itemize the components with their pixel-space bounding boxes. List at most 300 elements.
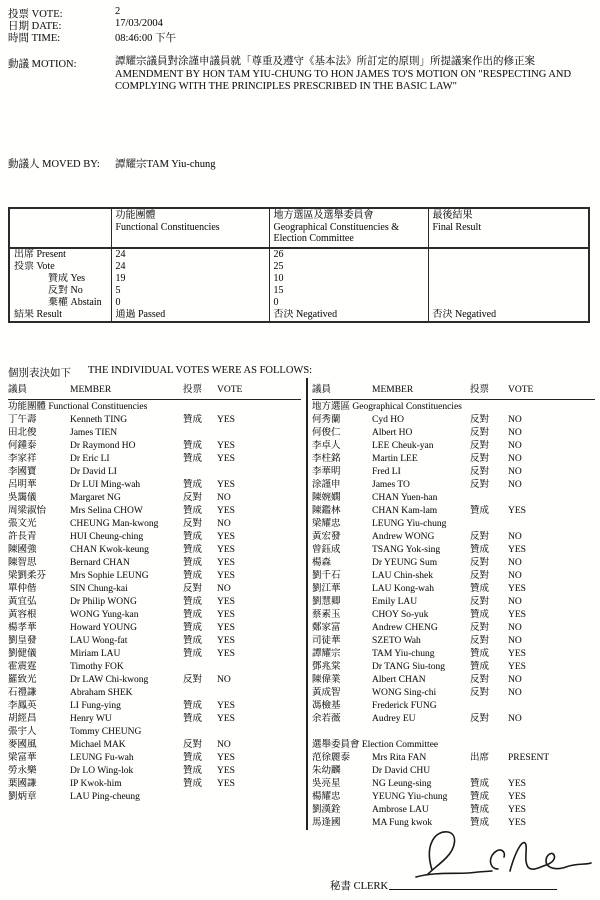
member-name-zh: 楊森	[312, 558, 332, 568]
member-vote-zh: 贊成	[183, 701, 203, 711]
member-row	[8, 778, 301, 791]
summary-final-value	[428, 248, 589, 261]
member-row	[8, 765, 301, 778]
member-name-zh: 劉炳章	[8, 792, 37, 802]
summary-row-label: 棄權 Abstain	[9, 297, 111, 309]
member-name-zh: 陳智思	[8, 558, 37, 568]
member-name-zh: 劉健儀	[8, 649, 37, 659]
member-name-zh: 羅致光	[8, 675, 37, 685]
member-vote-en: NO	[217, 493, 231, 503]
motion-text-en: AMENDMENT BY HON TAM YIU-CHUNG TO HON JAMES TO'S MOTION ON "RESPECTING AND COMPLYING WITH THE PRINCIPLES PRESCRIBED IN THE BASIC LAW"	[115, 68, 572, 92]
section-header	[312, 739, 595, 752]
member-vote-zh: 反對	[470, 467, 490, 477]
summary-row	[9, 248, 589, 261]
member-vote-en: YES	[217, 636, 235, 646]
summary-row-label: 贊成 Yes	[9, 273, 111, 285]
member-en-header: MEMBER	[70, 385, 112, 395]
member-name-en: Cyd HO	[372, 415, 404, 425]
member-name-zh: 劉漢銓	[312, 805, 341, 815]
member-vote-zh: 贊成	[470, 649, 490, 659]
member-vote-zh: 反對	[470, 636, 490, 646]
member-vote-zh: 反對	[470, 675, 490, 685]
member-vote-en	[508, 765, 595, 778]
member-name-en: Mrs Selina CHOW	[70, 506, 143, 516]
member-vote-en	[217, 661, 301, 674]
member-row	[312, 466, 595, 479]
member-vote-en: NO	[508, 467, 522, 477]
member-vote-en: YES	[217, 532, 235, 542]
member-name-zh: 李華明	[312, 467, 341, 477]
member-name-zh: 司徒華	[312, 636, 341, 646]
vote-label: 投票 VOTE:	[8, 9, 63, 20]
motion-text	[115, 56, 583, 94]
member-vote-en: NO	[508, 597, 522, 607]
member-name-zh: 朱幼麟	[312, 766, 341, 776]
member-row	[312, 648, 595, 661]
member-name-en: HUI Cheung-ching	[70, 532, 144, 542]
member-name-zh: 李柱銘	[312, 454, 341, 464]
member-row	[8, 635, 301, 648]
section-title: 地方選區 Geographical Constituencies	[312, 402, 462, 412]
member-name-en: MA Fung kwok	[372, 818, 433, 828]
member-name-zh: 陳婉嫻	[312, 493, 341, 503]
member-name-zh: 麥國風	[8, 740, 37, 750]
member-vote-en: YES	[217, 480, 235, 490]
member-row	[312, 453, 595, 466]
member-vote-zh: 反對	[470, 415, 490, 425]
member-name-zh: 黃宜弘	[8, 597, 37, 607]
member-row	[8, 557, 301, 570]
member-name-zh: 劉皇發	[8, 636, 37, 646]
member-row	[312, 544, 595, 557]
member-name-en: Dr LO Wing-lok	[70, 766, 134, 776]
member-en-header: MEMBER	[372, 385, 414, 395]
member-vote-zh	[470, 518, 508, 531]
member-vote-zh: 反對	[470, 714, 490, 724]
member-name-en: LEUNG Yiu-chung	[372, 519, 447, 529]
summary-final-value	[428, 261, 589, 273]
time-value: 08:46:00 下午	[115, 33, 176, 44]
member-vote-en: YES	[217, 597, 235, 607]
member-vote-zh	[470, 700, 508, 713]
member-vote-zh: 贊成	[470, 584, 490, 594]
summary-functional-value: 0	[111, 297, 269, 309]
votes-rows-right	[312, 401, 595, 830]
vote-zh-header: 投票	[470, 385, 490, 395]
section-spacer	[312, 726, 595, 739]
member-name-en: YEUNG Yiu-chung	[372, 792, 448, 802]
member-row	[8, 752, 301, 765]
summary-geographical-value: 0	[269, 297, 428, 309]
member-row	[8, 518, 301, 531]
moved-by-label: 動議人 MOVED BY:	[8, 159, 100, 170]
member-vote-en: NO	[508, 675, 522, 685]
member-name-zh: 馮檢基	[312, 701, 341, 711]
member-row	[312, 414, 595, 427]
summary-col-geographical-en: Geographical Constituencies & Election Committee	[273, 221, 400, 244]
member-name-en: Dr TANG Siu-tong	[372, 662, 445, 672]
member-row	[312, 427, 595, 440]
member-vote-en: NO	[508, 571, 522, 581]
date-label: 日期 DATE:	[8, 21, 62, 32]
member-row	[8, 622, 301, 635]
member-vote-en: NO	[217, 519, 231, 529]
member-vote-zh	[183, 661, 217, 674]
member-name-en: TSANG Yok-sing	[372, 545, 441, 555]
member-vote-en: YES	[217, 454, 235, 464]
member-vote-en: NO	[217, 675, 231, 685]
member-vote-en: NO	[508, 441, 522, 451]
member-row	[312, 804, 595, 817]
member-name-zh: 許長青	[8, 532, 37, 542]
votes-header-left	[8, 384, 301, 400]
member-name-zh: 范徐麗泰	[312, 753, 351, 763]
member-name-zh: 黃宏發	[312, 532, 341, 542]
member-vote-en	[217, 791, 301, 804]
member-name-zh: 劉千石	[312, 571, 341, 581]
member-vote-zh: 贊成	[183, 766, 203, 776]
member-row	[312, 440, 595, 453]
member-name-en: Dr LUI Ming-wah	[70, 480, 141, 490]
member-name-en: Dr YEUNG Sum	[372, 558, 438, 568]
member-name-zh: 李家祥	[8, 454, 37, 464]
member-name-en: TAM Yiu-chung	[372, 649, 435, 659]
member-vote-zh: 反對	[470, 558, 490, 568]
summary-col-final-zh: 最後結果	[432, 210, 473, 221]
member-name-en: Andrew CHENG	[372, 623, 438, 633]
member-name-en: Audrey EU	[372, 714, 416, 724]
votes-rows-left	[8, 401, 301, 804]
member-vote-zh: 贊成	[183, 623, 203, 633]
member-zh-header: 議員	[312, 385, 332, 395]
member-name-zh: 涂謹申	[312, 480, 341, 490]
member-name-zh: 李國寶	[8, 467, 37, 477]
member-name-zh: 曾鈺成	[312, 545, 341, 555]
member-vote-zh: 反對	[470, 623, 490, 633]
member-row	[312, 674, 595, 687]
section-header	[312, 401, 595, 414]
member-name-zh: 吳亮星	[312, 779, 341, 789]
summary-geographical-value: 26	[269, 248, 428, 261]
member-vote-en: YES	[508, 818, 526, 828]
summary-functional-value: 24	[111, 248, 269, 261]
member-name-en: Dr Raymond HO	[70, 441, 136, 451]
summary-row-label: 出席 Present	[9, 248, 111, 261]
summary-geographical-value: 10	[269, 273, 428, 285]
summary-col-geographical-zh: 地方選區及選舉委員會	[273, 210, 374, 221]
member-vote-en: YES	[217, 506, 235, 516]
member-vote-en: YES	[508, 506, 526, 516]
member-name-en: Henry WU	[70, 714, 112, 724]
member-vote-en: YES	[217, 779, 235, 789]
member-name-zh: 吳靄儀	[8, 493, 37, 503]
member-row	[8, 427, 301, 440]
member-vote-zh: 贊成	[183, 415, 203, 425]
member-row	[8, 661, 301, 674]
member-vote-en: NO	[217, 584, 231, 594]
member-vote-en: NO	[217, 740, 231, 750]
date-value: 17/03/2004	[115, 18, 163, 29]
member-row	[8, 440, 301, 453]
member-row	[312, 570, 595, 583]
vote-value: 2	[115, 6, 121, 17]
member-vote-zh: 反對	[470, 428, 490, 438]
summary-header-row	[9, 208, 589, 248]
member-name-zh: 周梁淑怡	[8, 506, 47, 516]
clerk-signature	[398, 824, 593, 888]
member-vote-zh: 反對	[470, 532, 490, 542]
summary-row-label: 投票 Vote	[9, 261, 111, 273]
member-vote-zh	[183, 726, 217, 739]
votes-header-right	[312, 384, 595, 400]
member-name-en: Fred LI	[372, 467, 401, 477]
member-name-en: Miriam LAU	[70, 649, 121, 659]
member-vote-zh: 贊成	[183, 545, 203, 555]
member-row	[8, 739, 301, 752]
member-vote-zh: 贊成	[183, 610, 203, 620]
member-name-zh: 梁富華	[8, 753, 37, 763]
member-vote-en: NO	[508, 558, 522, 568]
member-name-en: James TIEN	[70, 428, 118, 438]
member-name-en: Dr David CHU	[372, 766, 431, 776]
member-vote-zh: 贊成	[183, 636, 203, 646]
summary-geographical-value: 否決 Negatived	[269, 309, 428, 322]
member-name-en: Albert CHAN	[372, 675, 426, 685]
member-name-en: CHAN Kwok-keung	[70, 545, 149, 555]
member-name-en: SIN Chung-kai	[70, 584, 128, 594]
summary-functional-value: 5	[111, 285, 269, 297]
individual-title-en: THE INDIVIDUAL VOTES WERE AS FOLLOWS:	[88, 365, 313, 376]
member-row	[312, 752, 595, 765]
member-vote-en: YES	[508, 805, 526, 815]
member-vote-zh: 贊成	[183, 558, 203, 568]
member-vote-zh: 贊成	[470, 792, 490, 802]
member-name-zh: 劉慧卿	[312, 597, 341, 607]
member-vote-en: NO	[508, 714, 522, 724]
member-vote-zh: 贊成	[183, 571, 203, 581]
member-name-zh: 楊耀忠	[312, 792, 341, 802]
member-row	[8, 453, 301, 466]
member-name-en: Mrs Rita FAN	[372, 753, 427, 763]
member-vote-en: NO	[508, 623, 522, 633]
member-vote-en: YES	[508, 792, 526, 802]
member-row	[312, 531, 595, 544]
member-vote-en: YES	[217, 571, 235, 581]
member-name-en: Timothy FOK	[70, 662, 124, 672]
section-title: 選舉委員會 Election Committee	[312, 740, 439, 750]
member-vote-en: YES	[217, 415, 235, 425]
member-name-zh: 梁劉柔芬	[8, 571, 47, 581]
summary-row	[9, 273, 589, 285]
member-vote-zh: 贊成	[183, 597, 203, 607]
member-vote-zh: 反對	[470, 454, 490, 464]
member-name-en: Ambrose LAU	[372, 805, 429, 815]
member-row	[312, 518, 595, 531]
member-row	[8, 700, 301, 713]
member-vote-zh: 贊成	[183, 506, 203, 516]
member-name-en: Dr Eric LI	[70, 454, 110, 464]
member-vote-zh: 贊成	[183, 753, 203, 763]
member-name-zh: 田北俊	[8, 428, 37, 438]
member-name-en: LI Fung-ying	[70, 701, 121, 711]
member-name-en: Margaret NG	[70, 493, 121, 503]
member-name-zh: 呂明華	[8, 480, 37, 490]
summary-row	[9, 261, 589, 273]
member-name-en: LAU Ping-cheung	[70, 792, 140, 802]
member-vote-en	[217, 427, 301, 440]
member-name-en: Howard YOUNG	[70, 623, 137, 633]
member-vote-en: YES	[217, 714, 235, 724]
summary-row-label: 反對 No	[9, 285, 111, 297]
member-name-en: CHOY So-yuk	[372, 610, 429, 620]
member-name-en: Tommy CHEUNG	[70, 727, 142, 737]
member-name-zh: 鄧兆棠	[312, 662, 341, 672]
summary-functional-value: 24	[111, 261, 269, 273]
summary-geographical-value: 25	[269, 261, 428, 273]
summary-row	[9, 297, 589, 309]
summary-final-value: 否決 Negatived	[428, 309, 589, 322]
member-vote-en	[508, 700, 595, 713]
motion-text-zh: 譚耀宗議員對涂謹申議員就「尊重及遵守《基本法》所訂定的原則」所提議案作出的修正案	[115, 56, 535, 67]
clerk-signature-line	[389, 889, 557, 890]
member-vote-zh: 反對	[183, 675, 203, 685]
member-vote-zh: 贊成	[183, 441, 203, 451]
member-vote-zh: 贊成	[183, 714, 203, 724]
member-name-zh: 黃容根	[8, 610, 37, 620]
summary-col-final-en: Final Result	[432, 221, 482, 233]
member-vote-en: NO	[508, 415, 522, 425]
member-vote-zh: 贊成	[470, 662, 490, 672]
member-name-zh: 霍震霆	[8, 662, 37, 672]
member-row	[312, 583, 595, 596]
member-vote-en: YES	[217, 441, 235, 451]
member-name-zh: 李卓人	[312, 441, 341, 451]
member-vote-en: YES	[508, 584, 526, 594]
member-vote-zh: 反對	[470, 441, 490, 451]
member-vote-zh: 贊成	[183, 480, 203, 490]
member-row	[312, 557, 595, 570]
motion-label: 動議 MOTION:	[8, 59, 77, 70]
member-row	[8, 791, 301, 804]
clerk-label: 秘書 CLERK	[330, 881, 389, 892]
member-row	[8, 544, 301, 557]
member-name-en: Emily LAU	[372, 597, 418, 607]
member-vote-en: YES	[217, 610, 235, 620]
member-name-en: WONG Sing-chi	[372, 688, 437, 698]
member-name-en: Frederick FUNG	[372, 701, 437, 711]
member-vote-en: YES	[508, 610, 526, 620]
member-vote-zh: 出席	[470, 753, 490, 763]
member-row	[8, 583, 301, 596]
member-name-en: Dr David LI	[70, 467, 117, 477]
time-label: 時間 TIME:	[8, 33, 61, 44]
member-row	[8, 687, 301, 700]
summary-col-functional-zh: 功能團體	[115, 210, 156, 221]
member-row	[312, 505, 595, 518]
member-name-en: SZETO Wah	[372, 636, 421, 646]
member-name-en: NG Leung-sing	[372, 779, 432, 789]
summary-col-functional-en: Functional Constituencies	[115, 221, 220, 233]
member-row	[8, 531, 301, 544]
member-name-zh: 陳偉業	[312, 675, 341, 685]
member-row	[312, 622, 595, 635]
member-vote-en: NO	[508, 428, 522, 438]
summary-final-value	[428, 285, 589, 297]
member-vote-en: YES	[508, 662, 526, 672]
member-name-en: LAU Kong-wah	[372, 584, 435, 594]
member-name-en: IP Kwok-him	[70, 779, 122, 789]
summary-corner-cell	[9, 208, 111, 248]
member-vote-en: NO	[508, 480, 522, 490]
votes-table-left	[8, 384, 301, 804]
member-name-en: Martin LEE	[372, 454, 418, 464]
member-row	[312, 700, 595, 713]
member-row	[8, 414, 301, 427]
member-row	[8, 466, 301, 479]
summary-functional-value: 通過 Passed	[111, 309, 269, 322]
member-vote-en: YES	[508, 779, 526, 789]
member-name-en: WONG Yung-kan	[70, 610, 139, 620]
member-vote-zh: 反對	[470, 597, 490, 607]
member-vote-zh: 贊成	[183, 454, 203, 464]
member-vote-en: PRESENT	[508, 753, 550, 763]
member-name-en: LAU Chin-shek	[372, 571, 433, 581]
member-name-zh: 丁午壽	[8, 415, 37, 425]
member-vote-en: YES	[217, 545, 235, 555]
member-name-zh: 馬逢國	[312, 818, 341, 828]
member-name-en: LEE Cheuk-yan	[372, 441, 434, 451]
member-name-zh: 張宇人	[8, 727, 37, 737]
member-name-en: Michael MAK	[70, 740, 126, 750]
member-row	[312, 687, 595, 700]
section-header	[8, 401, 301, 414]
votes-table-right	[312, 384, 595, 830]
member-name-en: Bernard CHAN	[70, 558, 130, 568]
member-name-zh: 石禮謙	[8, 688, 37, 698]
member-vote-zh	[470, 765, 508, 778]
member-vote-en	[508, 518, 595, 531]
member-vote-en	[508, 492, 595, 505]
summary-final-value	[428, 297, 589, 309]
member-name-en: Dr LAW Chi-kwong	[70, 675, 149, 685]
summary-col-geographical	[269, 208, 428, 248]
member-vote-zh: 反對	[470, 571, 490, 581]
member-row	[312, 778, 595, 791]
member-row	[312, 492, 595, 505]
member-row	[8, 479, 301, 492]
member-vote-en: NO	[508, 688, 522, 698]
member-row	[8, 674, 301, 687]
member-name-zh: 楊孝華	[8, 623, 37, 633]
member-name-zh: 鄭家富	[312, 623, 341, 633]
member-vote-en: YES	[217, 753, 235, 763]
member-name-en: James TO	[372, 480, 410, 490]
summary-row	[9, 309, 589, 322]
member-vote-en: YES	[217, 766, 235, 776]
member-name-zh: 譚耀宗	[312, 649, 341, 659]
member-name-zh: 黃成智	[312, 688, 341, 698]
member-name-zh: 張文光	[8, 519, 37, 529]
member-row	[312, 713, 595, 726]
member-vote-en	[217, 687, 301, 700]
member-name-en: LAU Wong-fat	[70, 636, 128, 646]
member-row	[8, 596, 301, 609]
member-name-en: Andrew WONG	[372, 532, 435, 542]
member-vote-zh: 反對	[183, 584, 203, 594]
member-name-zh: 蔡素玉	[312, 610, 341, 620]
member-name-zh: 劉江華	[312, 584, 341, 594]
member-name-en: CHAN Yuen-han	[372, 493, 438, 503]
